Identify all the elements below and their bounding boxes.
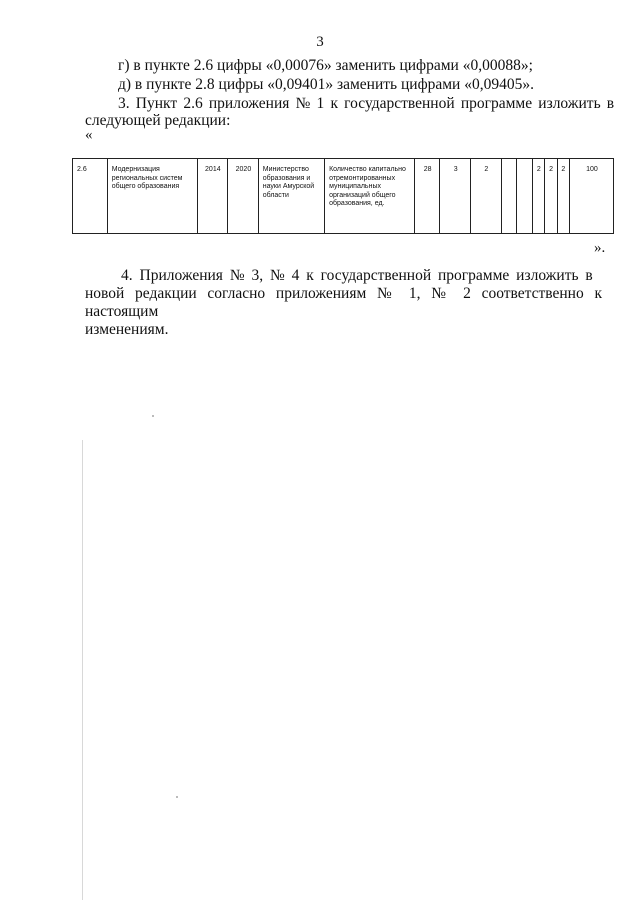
paragraph-4-line-2: новой редакции согласно приложениям № 1, № 2 соответственно к настоящим: [85, 285, 602, 320]
cell-year-start: 2014: [197, 159, 228, 234]
scan-margin-line: [82, 440, 83, 900]
cell-value-1: 28: [414, 159, 440, 234]
scan-speck: [176, 796, 178, 798]
paragraph-4-line-3: изменениям.: [85, 321, 169, 338]
cell-value-4: [501, 159, 516, 234]
paragraph-4: [85, 267, 602, 339]
cell-value-7: 2: [545, 159, 557, 234]
cell-value-8: 2: [557, 159, 569, 234]
amendment-d: д) в пункте 2.8 цифры «0,09401» заменить цифрами «0,09405».: [118, 76, 534, 93]
cell-name: Модернизация региональных систем общего образования: [107, 159, 197, 234]
amended-table: [72, 158, 614, 234]
scan-speck: [152, 415, 154, 417]
cell-value-5: [516, 159, 532, 234]
cell-number: 2.6: [73, 159, 108, 234]
amendment-g: г) в пункте 2.6 цифры «0,00076» заменить цифрами «0,00088»;: [118, 57, 533, 74]
opening-quote: «: [85, 127, 93, 143]
cell-value-9: 100: [569, 159, 613, 234]
page-number: 3: [316, 34, 324, 50]
cell-indicator: Количество капитально отремонтированных муниципальных организаций общего образования, ед.: [325, 159, 415, 234]
closing-quote: ».: [594, 240, 606, 256]
table-row: [73, 159, 614, 234]
cell-value-2: 3: [440, 159, 471, 234]
point-3-line-2: следующей редакции:: [85, 112, 231, 129]
paragraph-4-line-1: 4. Приложения № 3, № 4 к государственной программе изложить в: [121, 267, 593, 284]
cell-executor: Министерство образования и науки Амурской области: [258, 159, 324, 234]
cell-value-3: 2: [471, 159, 502, 234]
point-3-line-1: 3. Пункт 2.6 приложения № 1 к государственной программе изложить в: [118, 95, 615, 112]
cell-value-6: 2: [533, 159, 545, 234]
cell-year-end: 2020: [228, 159, 259, 234]
